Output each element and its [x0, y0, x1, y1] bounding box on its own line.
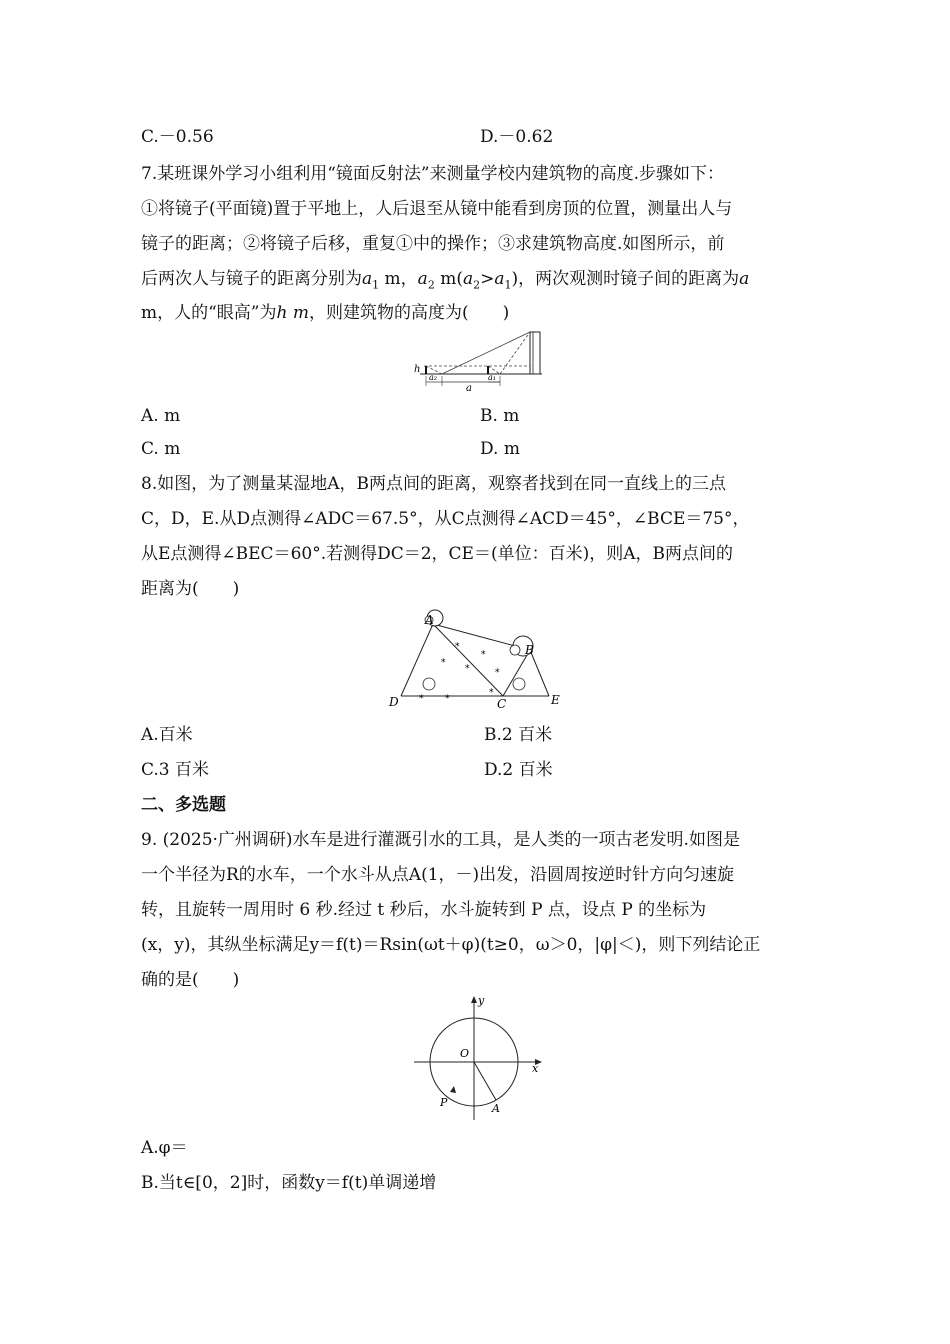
- q8-text-line-2: C，D，E.从D点测得∠ADC＝67.5°，从C点测得∠ACD＝45°，∠BCE＝75°，: [141, 509, 750, 529]
- q9-text-line-3: 转，且旋转一周用时 6 秒.经过 t 秒后，水斗旋转到 P 点，设点 P 的坐标为: [141, 900, 707, 920]
- q8-fig-label-c: C: [497, 697, 507, 711]
- q9-option-b: B.当t∈[0，2]时，函数y＝f(t)单调递增: [141, 1173, 437, 1193]
- svg-text:⁎: ⁎: [445, 691, 450, 701]
- svg-text:⁎: ⁎: [489, 685, 494, 695]
- q8-wetland-figure: [385, 606, 565, 712]
- q6-option-c: C.－0.56: [141, 127, 214, 147]
- q9-text-line-2: 一个半径为R的水车，一个水斗从点A(1，－)出发，沿圆周按逆时针方向匀速旋: [141, 865, 735, 885]
- section-heading-multi-choice: 二、多选题: [141, 795, 226, 815]
- q9-fig-label-y: y: [478, 994, 485, 1007]
- q8-text-line-3: 从E点测得∠BEC＝60°.若测得DC＝2，CE＝(单位：百米)，则A，B两点间的: [141, 544, 734, 564]
- q9-fig-label-o: O: [460, 1047, 470, 1060]
- q8-option-b: B.2 百米: [484, 725, 553, 745]
- q8-fig-label-d: D: [389, 695, 399, 709]
- q9-text-line-1: 9. (2025·广州调研)水车是进行灌溉引水的工具，是人类的一项古老发明.如图是: [141, 830, 740, 850]
- q9-fig-label-x: x: [532, 1062, 539, 1075]
- q7-text-line-1: 7.某班课外学习小组利用“镜面反射法”来测量学校内建筑物的高度.步骤如下：: [141, 164, 725, 184]
- q8-fig-label-a: A: [425, 613, 434, 627]
- svg-text:⁎: ⁎: [481, 647, 486, 657]
- q6-option-d: D.－0.62: [480, 127, 554, 147]
- q8-text-line-1: 8.如图，为了测量某湿地A，B两点间的距离，观察者找到在同一直线上的三点: [141, 474, 726, 494]
- svg-text:⁎: ⁎: [455, 639, 460, 649]
- q7-option-b: B. m: [480, 406, 520, 426]
- q7-text-line-4: 后两次人与镜子的距离分别为$a_1$ m，$a_2$ $m(a_2>a_1)$，两次观测时镜子间的距离为a: [141, 269, 750, 292]
- q7-fig-label-a1: a₁: [488, 373, 496, 382]
- q8-option-a: A.百米: [141, 725, 193, 745]
- q7-fig-label-h: h: [414, 364, 421, 375]
- q7-fig-label-a: a: [466, 383, 472, 394]
- svg-text:⁎: ⁎: [495, 665, 500, 675]
- q8-option-d: D.2 百米: [484, 760, 553, 780]
- q7-option-a: A. m: [141, 406, 181, 426]
- q7-option-d: D. m: [480, 439, 520, 459]
- q9-text-line-5: 确的是( ): [141, 970, 240, 990]
- q7-text-line-2: ①将镜子(平面镜)置于平地上，人后退至从镜中能看到房顶的位置，测量出人与: [141, 199, 733, 219]
- q9-fig-label-p: P: [440, 1096, 448, 1109]
- q8-text-line-4: 距离为( ): [141, 579, 240, 599]
- q7-text-line-3: 镜子的距离；②将镜子后移，重复①中的操作；③求建筑物高度.如图所示，前: [141, 234, 725, 254]
- q7-option-c: C. m: [141, 439, 181, 459]
- q9-fig-label-a: A: [492, 1102, 500, 1115]
- q8-fig-label-e: E: [551, 693, 560, 707]
- svg-text:⁎: ⁎: [441, 655, 446, 665]
- svg-text:⁎: ⁎: [465, 661, 470, 671]
- q7-fig-label-a2: a₂: [429, 373, 437, 382]
- svg-text:⁎: ⁎: [419, 691, 424, 701]
- q9-text-line-4: (x，y)，其纵坐标满足y＝f(t)＝Rsin(ωt＋φ)(t≥0，ω＞0，|φ|＜)，则下列结论正: [141, 935, 761, 955]
- q9-option-a: A.φ＝: [141, 1138, 188, 1158]
- q7-mirror-figure: [412, 330, 544, 396]
- q9-waterwheel-figure: [410, 994, 546, 1124]
- q8-option-c: C.3 百米: [141, 760, 210, 780]
- q8-fig-label-b: B: [525, 643, 534, 657]
- q7-text-line-5: m，人的“眼高”为h m，则建筑物的高度为( ): [141, 303, 510, 323]
